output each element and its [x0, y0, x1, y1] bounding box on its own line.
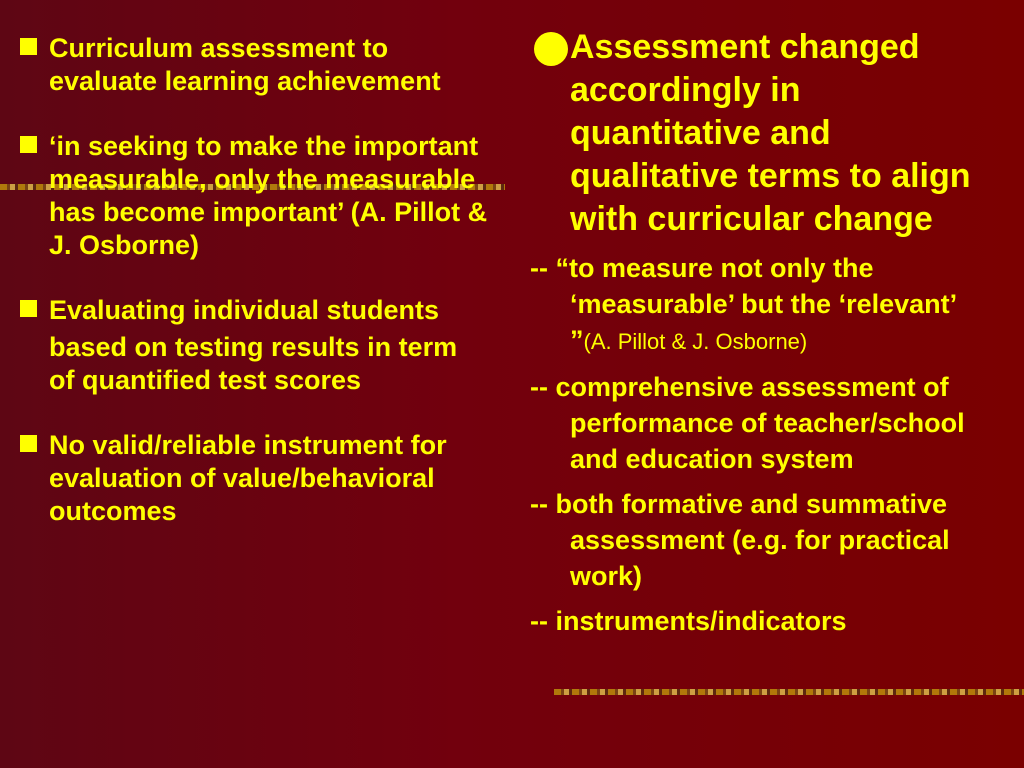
dash-item-text: -- instruments/indicators — [530, 606, 847, 636]
dash-item — [530, 486, 1000, 594]
right-column — [530, 26, 1000, 639]
main-bullet-text: Assessment changed accordingly in quantitative and qualitative terms to align with curricular change — [570, 28, 971, 238]
dash-item-text: -- “to measure not only the ‘measurable’ but the ‘relevant’ ” — [530, 253, 956, 355]
dash-item-text: -- comprehensive assessment of performance of teacher/school and education system — [530, 372, 965, 474]
bullet-item — [20, 32, 490, 98]
square-bullet-icon — [20, 300, 37, 317]
square-bullet-icon — [20, 435, 37, 452]
bullet-text: No valid/reliable instrument for evaluation of value/behavioral outcomes — [49, 430, 447, 526]
bullet-item — [20, 130, 490, 262]
bullet-text: Curriculum assessment to evaluate learning achievement — [49, 33, 441, 96]
bullet-item — [20, 429, 490, 528]
bullet-text: ‘in seeking to make the important measurable, only the measurable has become important’ (A. Pillot & J. Osborne) — [49, 131, 488, 260]
citation: (A. Pillot & J. Osborne) — [583, 329, 808, 354]
dash-item — [530, 603, 1000, 639]
left-column — [20, 32, 490, 528]
bullet-subtext: based on testing results in term of quantified test scores — [49, 332, 458, 395]
square-bullet-icon — [20, 38, 37, 55]
dash-item — [530, 369, 1000, 477]
bullet-item — [20, 294, 490, 397]
square-bullet-icon — [20, 136, 37, 153]
dash-item-text: -- both formative and summative assessment (e.g. for practical work) — [530, 489, 950, 591]
decorative-rope-divider — [554, 689, 1024, 695]
bullet-text: Evaluating individual students — [49, 295, 440, 325]
round-bullet-icon — [534, 32, 568, 66]
dash-item — [530, 250, 1000, 360]
main-bullet-item — [530, 26, 1000, 241]
